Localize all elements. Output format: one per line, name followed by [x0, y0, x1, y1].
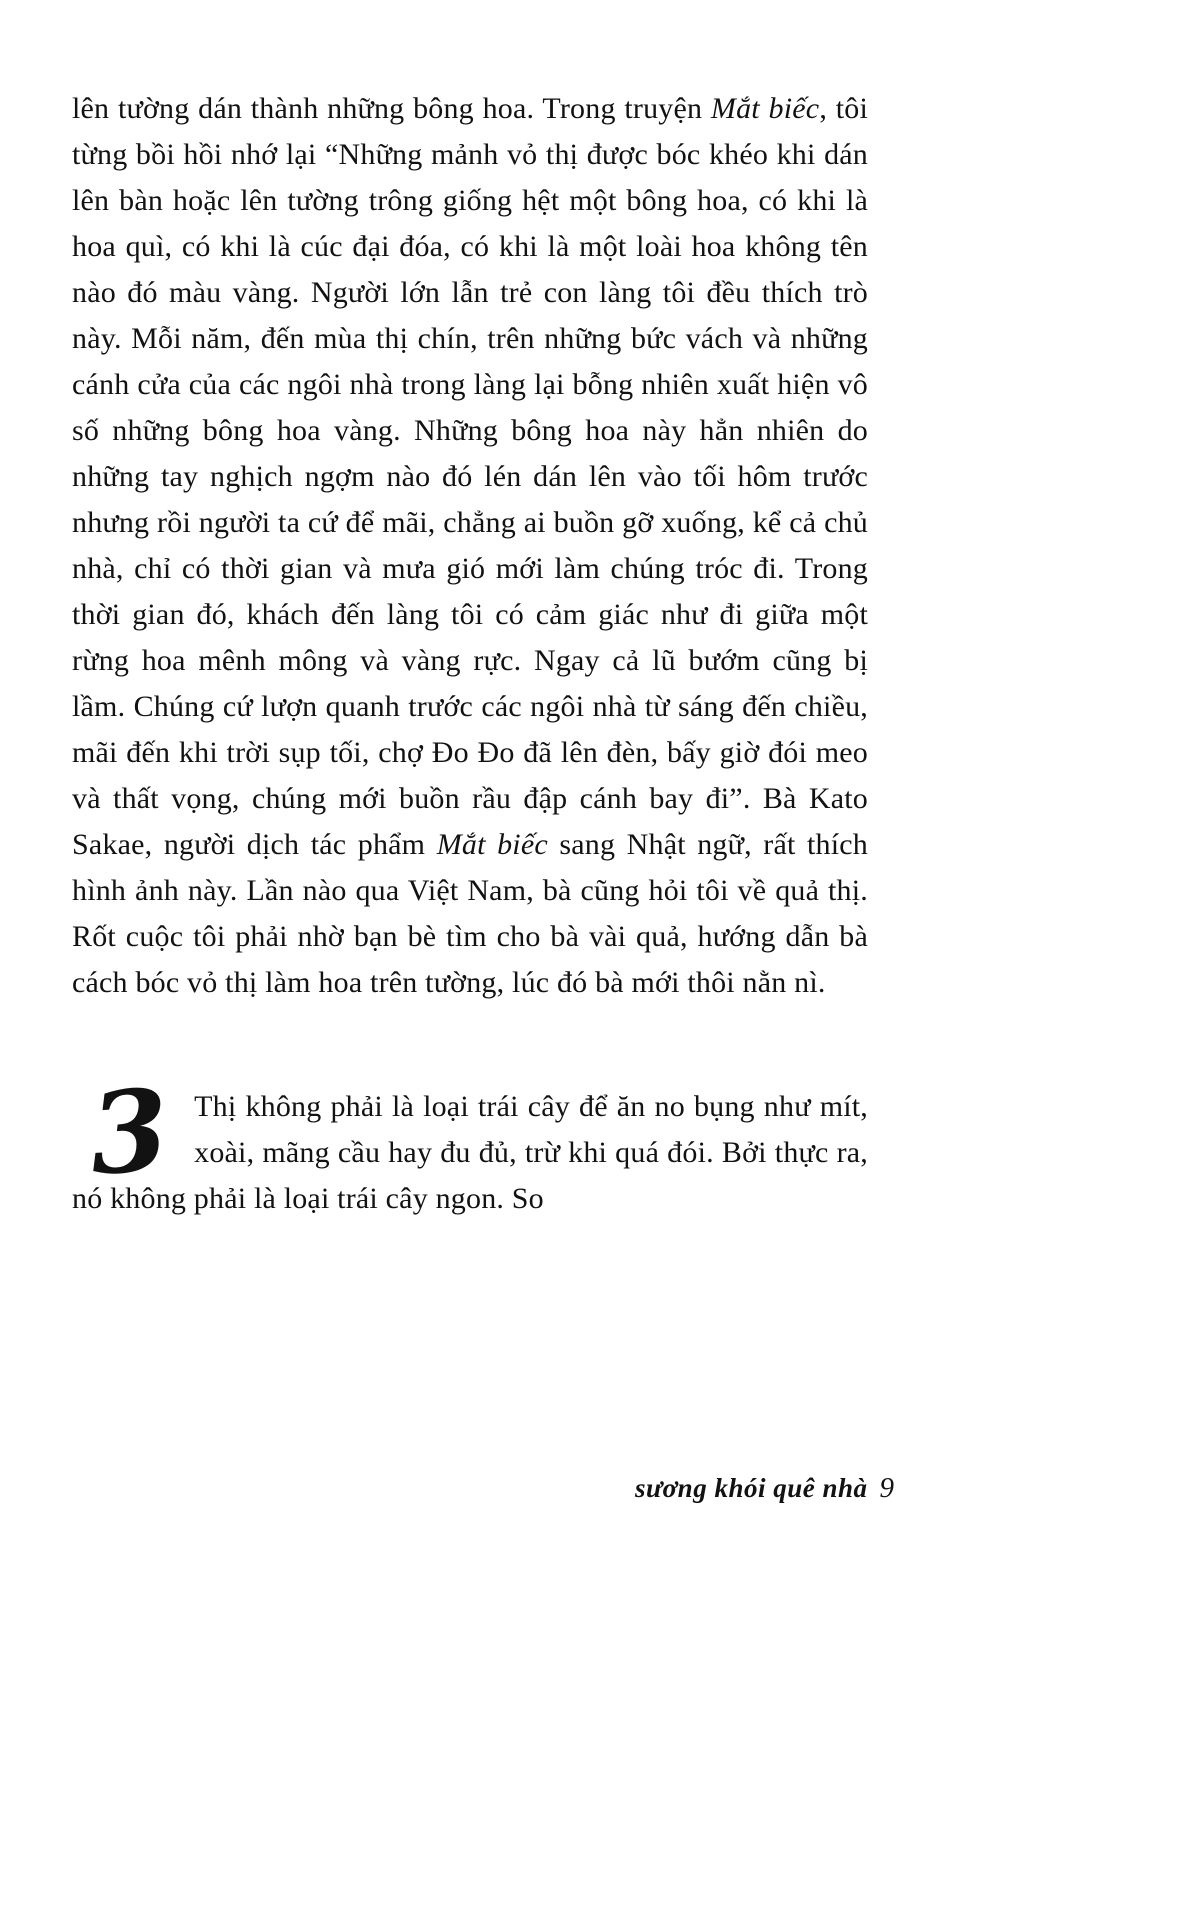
- section-text: Thị không phải là loại trái cây để ăn no bụng như mít, xoài, mãng cầu hay đu đủ, trừ khi quá đói. Bởi thực ra, nó không phải là loại trái cây ngon. So: [72, 1090, 868, 1215]
- section-paragraph: [72, 1064, 868, 1222]
- page-footer: [72, 1472, 894, 1505]
- footer-page-number: 9: [879, 1472, 894, 1504]
- section-number-drop-cap: 3: [85, 1064, 173, 1201]
- text-block: [72, 86, 868, 1222]
- footer-book-title: sương khói quê nhà: [635, 1473, 868, 1503]
- paragraph-continuation: lên tường dán thành những bông hoa. Trong truyện Mắt biếc, tôi từng bồi hồi nhớ lại “Những mảnh vỏ thị được bóc khéo khi dán lên bàn hoặc lên tường trông giống hệt một bông hoa, có khi là hoa quì, có khi là cúc đại đóa, có khi là một loài hoa không tên nào đó màu vàng. Người lớn lẫn trẻ con làng tôi đều thích trò này. Mỗi năm, đến mùa thị chín, trên những bức vách và những cánh cửa của các ngôi nhà trong làng lại bỗng nhiên xuất hiện vô số những bông hoa vàng. Những bông hoa này hẳn nhiên do những tay nghịch ngợm nào đó lén dán lên vào tối hôm trước nhưng rồi người ta cứ để mãi, chẳng ai buồn gỡ xuống, kể cả chủ nhà, chỉ có thời gian và mưa gió mới làm chúng tróc đi. Trong thời gian đó, khách đến làng tôi có cảm giác như đi giữa một rừng hoa mênh mông và vàng rực. Ngay cả lũ bướm cũng bị lầm. Chúng cứ lượn quanh trước các ngôi nhà từ sáng đến chiều, mãi đến khi trời sụp tối, chợ Đo Đo đã lên đèn, bấy giờ đói meo và thất vọng, chúng mới buồn rầu đập cánh bay đi”. Bà Kato Sakae, người dịch tác phẩm Mắt biếc sang Nhật ngữ, rất thích hình ảnh này. Lần nào qua Việt Nam, bà cũng hỏi tôi về quả thị. Rốt cuộc tôi phải nhờ bạn bè tìm cho bà vài quả, hướng dẫn bà cách bóc vỏ thị làm hoa trên tường, lúc đó bà mới thôi nằn nì.: [72, 92, 868, 999]
